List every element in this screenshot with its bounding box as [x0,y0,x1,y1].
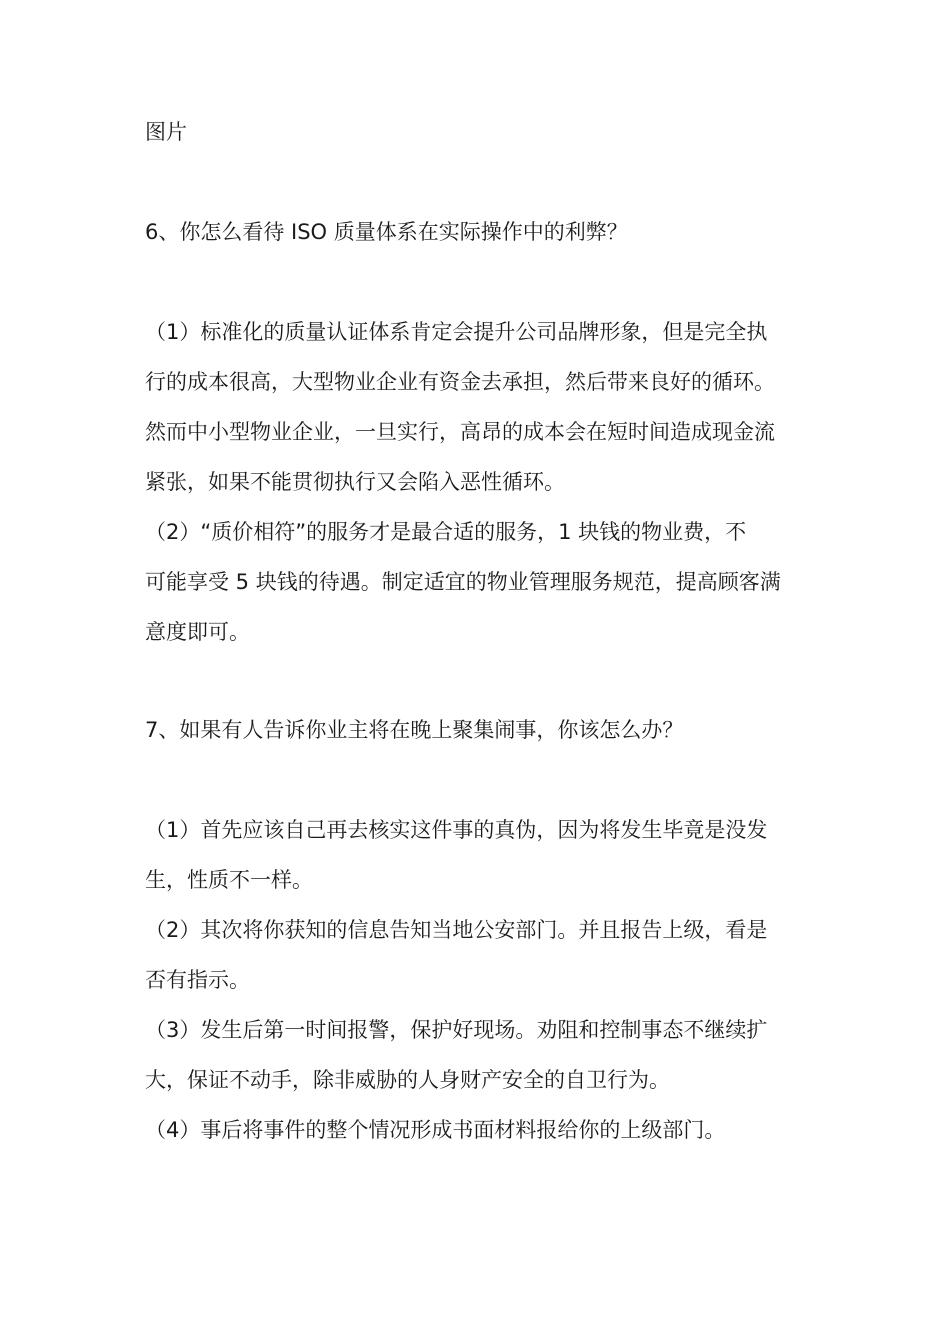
q6-answer-line: （1）标准化的质量认证体系肯定会提升公司品牌形象，但是完全执 [145,320,768,344]
q6-answer-line: 意度即可。 [145,620,250,644]
question-6-heading: 6、你怎么看待 ISO 质量体系在实际操作中的利弊？ [145,220,628,244]
q7-answer-line: （1）首先应该自己再去核实这件事的真伪，因为将发生毕竟是没发 [145,818,768,842]
q6-answer-line: 然而中小型物业企业，一旦实行，高昂的成本会在短时间造成现金流 [145,420,775,444]
q7-answer-line: 大，保证不动手，除非威胁的人身财产安全的自卫行为。 [145,1068,670,1092]
q7-answer-line: 否有指示。 [145,968,250,992]
q6-answer-line: 紧张，如果不能贯彻执行又会陷入恶性循环。 [145,470,565,494]
q7-answer-line: （2）其次将你获知的信息告知当地公安部门。并且报告上级，看是 [145,918,768,942]
q7-answer-line: （3）发生后第一时间报警，保护好现场。劝阻和控制事态不继续扩 [145,1018,768,1042]
q7-answer-line: （4）事后将事件的整个情况形成书面材料报给你的上级部门。 [145,1118,726,1142]
q6-answer-line: （2）“质价相符”的服务才是最合适的服务，1 块钱的物业费，不 [145,520,747,544]
image-label: 图片 [145,120,187,144]
question-7-heading: 7、如果有人告诉你业主将在晚上聚集闹事，你该怎么办？ [145,718,684,742]
q6-answer-line: 可能享受 5 块钱的待遇。制定适宜的物业管理服务规范，提高顾客满 [145,570,781,594]
q7-answer-line: 生，性质不一样。 [145,868,313,892]
q6-answer-line: 行的成本很高，大型物业企业有资金去承担，然后带来良好的循环。 [145,370,775,394]
